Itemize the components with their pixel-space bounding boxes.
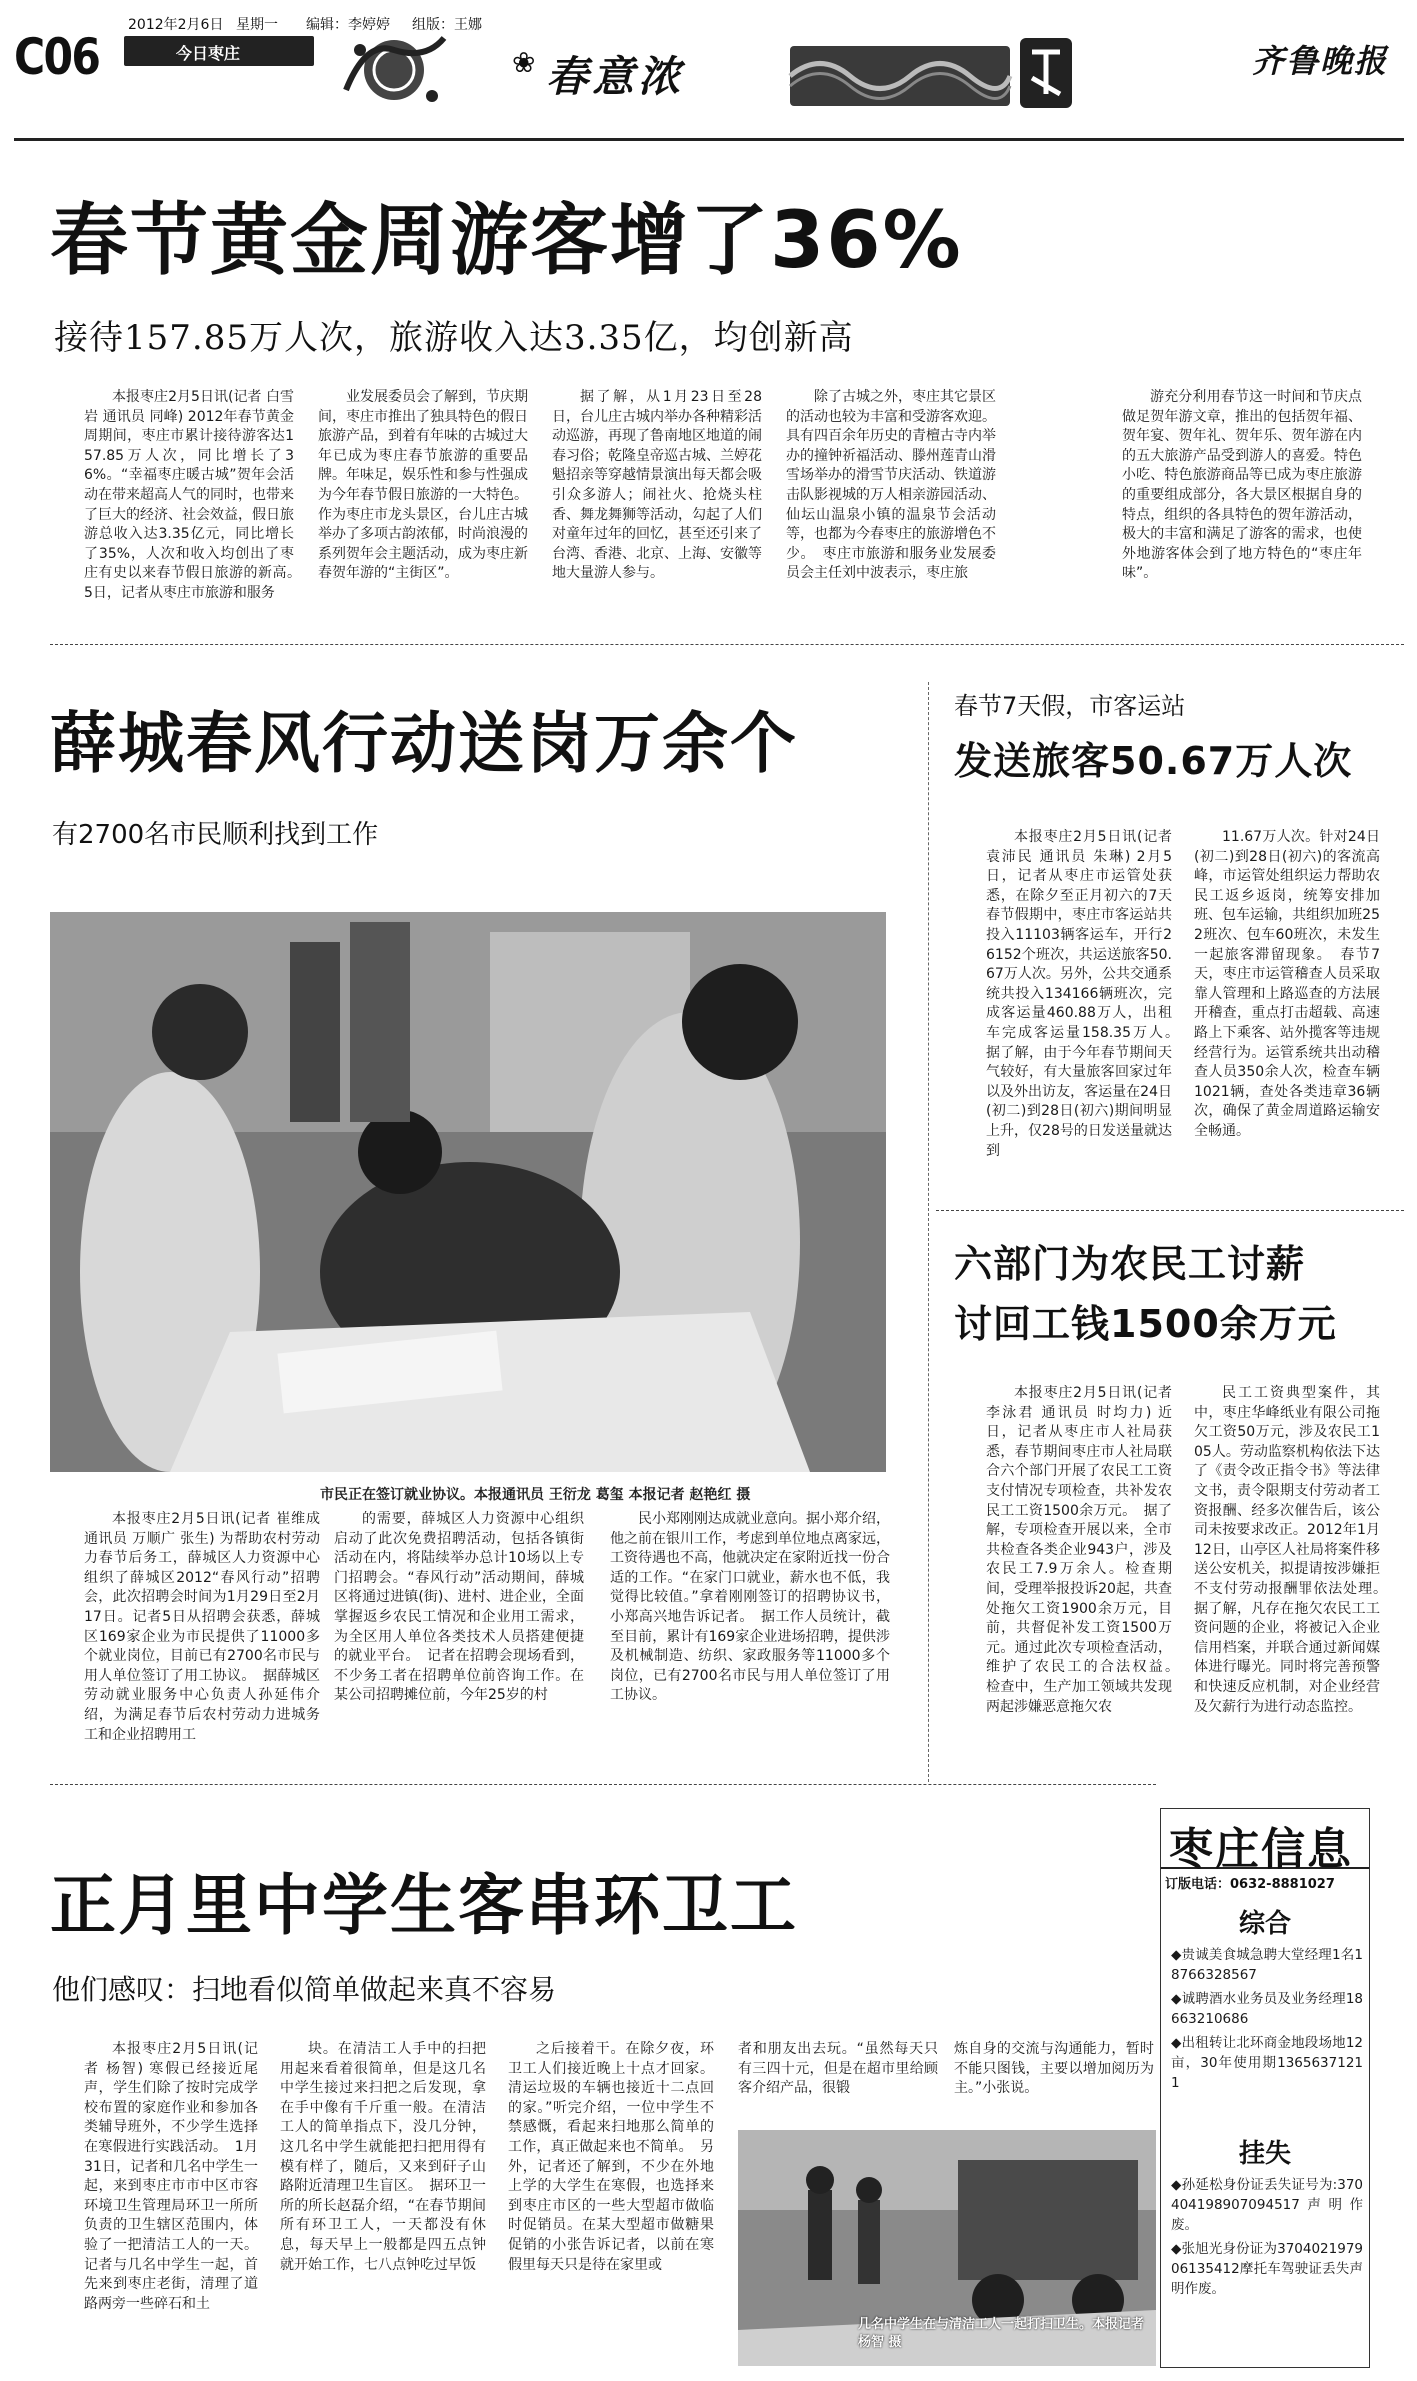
theme-title	[512, 40, 762, 100]
masthead	[0, 0, 1417, 138]
story4-headline-line1: 六部门为农民工讨薪	[954, 1242, 1306, 1286]
story2-subhead: 有2700名市民顺利找到工作	[52, 820, 379, 850]
story5-subhead: 他们感叹：扫地看似简单做起来真不容易	[52, 1973, 557, 2006]
story4-column-2: 民工工资典型案件，其中，枣庄华峰纸业有限公司拖欠工资50万元，涉及农民工105人。劳动监察机构依法下达了《责令改正指令书》等法律文书，责令限期支付劳动者工资报酬、经多次催告后，该公司未按要求改正。2012年1月12日，山亭区人社局将案件移送公安机关，拟提请按涉嫌拒不支付劳动报酬罪依法处理。 据了解，凡存在拖欠农民工工资问题的企业，将被记入企业信用档案，并联合通过新闻媒体进行曝光。同时将完善预警和快速反应机制，对企业经营及欠薪行为进行动态监控。	[1194, 1385, 1394, 1715]
list-item: ◆诚聘酒水业务员及业务经理18663210686	[1171, 1991, 1363, 2027]
story3-column-1: 本报枣庄2月5日讯(记者 袁沛民 通讯员 朱琳) 2月5日，记者从枣庄市运管处获悉，在除夕至正月初六的7天春节假期中，枣庄市客运站共投入11103辆客运车，开行26152个班次，共运送旅客50.67万人次。另外，公共交通系统共投入134166辆班次，完成客运量460.88万人，出租车完成客运量158.35万人。 据了解，由于今年春节期间天气较好，有大量旅客回家过年以及外出访友，客运量在24日(初二)到28日(初六)期间明显上升，仅28号的日发送量就达到	[986, 829, 1186, 1159]
section-tab	[124, 36, 314, 66]
dragon-banner-right-icon	[790, 46, 1010, 106]
story1-column-4: 除了古城之外，枣庄其它景区的活动也较为丰富和受游客欢迎。具有四百余年历史的青檀古寺内举办的撞钟祈福活动、滕州莲青山滑雪场举办的滑雪节庆活动、铁道游击队影视城的万人相亲游园活动、仙坛山温泉小镇的温泉节会活动等，也都为今春枣庄的旅游增色不少。 枣庄市旅游和服务业发展委员会主任刘中波表示，枣庄旅	[786, 389, 996, 582]
story2-headline: 薛城春风行动送岗万余个	[50, 705, 798, 782]
story3-kicker: 春节7天假，市客运站	[954, 692, 1186, 720]
story4-divider	[50, 1784, 1156, 1785]
classified-list-lost	[1171, 2175, 1363, 2299]
plum-blossom-icon: ❀	[512, 46, 536, 79]
story1-divider	[50, 644, 1404, 645]
classified-title-bar	[1161, 1809, 1369, 1875]
layout-credit: 组版：王娜	[412, 17, 482, 33]
list-item: ◆张旭光身份证为370402197906135412摩托车驾驶证丢失声明作废。	[1171, 2241, 1363, 2297]
classified-list-general	[1171, 1945, 1363, 2093]
story2-right-divider	[928, 682, 929, 1782]
story5-column-4: 者和朋友出去玩。“虽然每天只有三四十元，但是在超市里给顾客介绍产品，很锻	[738, 2041, 938, 2097]
issue-date: 2012年2月6日	[128, 17, 224, 33]
story2-photo-caption: 市民正在签订就业协议。本报通讯员 王衍龙 葛玺 本报记者 赵艳红 摄	[320, 1487, 751, 1503]
story1-column-1: 本报枣庄2月5日讯(记者 白雪岩 通讯员 同峰) 2012年春节黄金周期间，枣庄市累计接待游客达157.85万人次，同比增长了36%。“幸福枣庄暖古城”贺年会活动在带来超高人气的同时，也带来了巨大的经济、社会效益，假日旅游总收入达3.35亿元，同比增长了35%，人次和收入均创出了枣庄有史以来春节假日旅游的新高。 5日，记者从枣庄市旅游和服务	[84, 389, 308, 601]
classified-box	[1160, 1808, 1370, 2368]
list-item: ◆出租转让北环商金地段场地12亩，30年使用期13656371211	[1171, 2035, 1363, 2091]
story5-column-5: 炼自身的交流与沟通能力，暂时不能只图钱，主要以增加阅历为主。”小张说。	[954, 2041, 1154, 2097]
theme-text: 春意浓	[546, 52, 685, 101]
issue-weekday: 星期一	[236, 17, 278, 33]
classified-title: 枣庄信息	[1169, 1824, 1353, 1875]
story2-column-2: 的需要，薛城区人力资源中心组织启动了此次免费招聘活动，包括各镇街活动在内，将陆续举办总计10场以上专门招聘会。“春风行动”活动期间，薛城区将通过进镇(街)、进村、进企业，全面掌握返乡农民工情况和企业用工需求，为全区用人单位各类技术人员搭建便捷的就业平台。 记者在招聘会现场看到，不少务工者在招聘单位前咨询工作。在某公司招聘摊位前，今年25岁的村	[334, 1511, 584, 1704]
story5-headline: 正月里中学生客串环卫工	[50, 1867, 798, 1944]
list-item: ◆孙延松身份证丢失证号为:370404198907094517声明作废。	[1171, 2177, 1363, 2233]
masthead-rule	[14, 138, 1404, 141]
classified-heading-general: 综合	[1238, 1909, 1291, 1939]
story2-photo	[50, 912, 886, 1472]
story2-column-3: 民小郑刚刚达成就业意向。据小郑介绍，他之前在银川工作，考虑到单位地点离家远，工资待遇也不高，他就决定在家附近找一份合适的工作。“在家门口就业，薪水也不低，我觉得比较值。”拿着刚刚签订的招聘协议书，小郑高兴地告诉记者。 据工作人员统计，截至目前，累计有169家企业进场招聘，提供涉及机械制造、纺织、家政服务等11000多个岗位，已有2700名市民与用人单位签订了用工协议。	[610, 1511, 890, 1704]
classified-heading-lost: 挂失	[1238, 2139, 1291, 2169]
story5-column-2: 块。在清洁工人手中的扫把用起来看着很简单，但是这几名中学生接过来扫把之后发现，拿在手中像有千斤重一般。在清洁工人的简单指点下，没几分钟，这几名中学生就能把扫把用得有模有样了，随后，又来到矸子山路附近清理卫生盲区。 据环卫一所的所长赵磊介绍，“在春节期间所有环卫工人，一天都没有休息，每天早上一般都是四五点钟就开始工作，七八点钟吃过早饭	[280, 2041, 486, 2273]
story4-headline-line2: 讨回工钱1500余万元	[954, 1302, 1337, 1346]
classified-phone: 订版电话：0632-8881027	[1165, 1877, 1335, 1892]
page-number: C06	[14, 28, 100, 86]
story3-headline: 发送旅客50.67万人次	[954, 739, 1353, 783]
story2-column-1: 本报枣庄2月5日讯(记者 崔维成 通讯员 万顺广 张生) 为帮助农村劳动力春节后务工，薛城区人力资源中心组织了薛城区2012“春风行动”招聘会，此次招聘会时间为1月29日至2月17日。记者5日从招聘会获悉，薛城区169家企业为市民提供了11000多个就业岗位，目前已有2700名市民与用人单位签订了用工协议。 据薛城区劳动就业服务中心负责人孙延伟介绍，为满足春节后农村劳动力进城务工和企业招聘用工	[84, 1511, 320, 1743]
story1-headline: 春节黄金周游客增了36%	[50, 196, 963, 286]
dragon-ornament-left-icon	[336, 30, 454, 108]
section-name: 今日枣庄	[176, 44, 241, 63]
story5-photo	[738, 2130, 1156, 2366]
seal-stamp-icon	[1020, 38, 1072, 108]
story3-divider	[936, 1210, 1404, 1211]
story1-column-2: 业发展委员会了解到，节庆期间，枣庄市推出了独具特色的假日旅游产品，到着有年味的古城过大年已成为枣庄春节旅游的重要品牌。年味足，娱乐性和参与性强成为今年春节假日旅游的一大特色。作为枣庄市龙头景区，台儿庄古城举办了多项古韵浓郁，时尚浪漫的系列贺年会主题活动，成为枣庄新春贺年游的“主街区”。	[318, 389, 528, 582]
editor-credit: 编辑：李婷婷	[306, 17, 390, 33]
list-item: ◆贵诚美食城急聘大堂经理1名18766328567	[1171, 1947, 1363, 1983]
story4-column-1: 本报枣庄2月5日讯(记者 李泳君 通讯员 时均力) 近日，记者从枣庄市人社局获悉，春节期间枣庄市人社局联合六个部门开展了农民工工资支付情况专项检查，共补发农民工工资1500余万元。 据了解，专项检查开展以来，全市共检查各类企业943户，涉及农民工7.9万余人。检查期间，受理举报投诉20起，共查处拖欠工资1900余万元，目前，共督促补发工资1500万元。通过此次专项检查活动，维护了农民工的合法权益。 检查中，生产加工领域共发现两起涉嫌恶意拖欠农	[986, 1385, 1186, 1715]
story3-column-2: 11.67万人次。针对24日(初二)到28日(初六)的客流高峰，市运管处组织运力帮助农民工返乡返岗，统筹安排加班、包车运输，共组织加班252班次、包车60班次，未发生一起旅客滞留现象。 春节7天，枣庄市运管稽查人员采取靠人管理和上路巡查的方法展开稽查，重点打击超载、高速路上下乘客、站外揽客等违规经营行为。运管系统共出动稽查人员350余人次，检查车辆1021辆，查处各类违章36辆次，确保了黄金周道路运输安全畅通。	[1194, 829, 1380, 1139]
story1-column-5: 游充分利用春节这一时间和节庆点做足贺年游文章，推出的包括贺年福、贺年宴、贺年礼、贺年乐、贺年游在内的五大旅游产品受到游人的喜爱。特色小吃、特色旅游商品等已成为枣庄旅游的重要组成部分，各大景区根据自身的特点，组织的各具特色的贺年游活动，极大的丰富和满足了游客的需求，也使外地游客体会到了地方特色的“枣庄年味”。	[1122, 389, 1362, 582]
story1-subhead: 接待157.85万人次，旅游收入达3.35亿，均创新高	[54, 318, 854, 358]
story5-photo-caption: 几名中学生在与清洁工人一起打扫卫生。本报记者 杨智 摄	[858, 2317, 1145, 2350]
paper-name-logo: 齐鲁晚报	[1252, 42, 1389, 80]
story1-column-3: 据了解，从1月23日至28日，台儿庄古城内举办各种精彩活动巡游，再现了鲁南地区地道的闹春习俗；乾隆皇帝巡古城、兰婷花魁招亲等穿越情景演出每天都会吸引众多游人；闹社火、抢烧头柱香、舞龙舞狮等活动，勾起了人们对童年过年的回忆，甚至还引来了台湾、香港、北京、上海、安徽等地大量游人参与。	[552, 389, 762, 582]
story5-column-3: 之后接着干。在除夕夜，环卫工人们接近晚上十点才回家。清运垃圾的车辆也接近十二点回的家。”听完介绍，一位中学生不禁感慨，看起来扫地那么简单的工作，真正做起来也不简单。 另外，记者还了解到，不少在外地上学的大学生在寒假，也选择来到枣庄市区的一些大型超市做临时促销员。在某大型超市做糖果促销的小张告诉记者，以前在寒假里每天只是待在家里或	[508, 2041, 714, 2273]
story5-column-1: 本报枣庄2月5日讯(记者 杨智) 寒假已经接近尾声，学生们除了按时完成学校布置的家庭作业和参加各类辅导班外，不少学生选择在寒假进行实践活动。 1月31日，记者和几名中学生一起，来到枣庄市市中区市容环境卫生管理局环卫一所所负责的卫生辖区范围内，体验了一把清洁工人的一天。记者与几名中学生一起，首先来到枣庄老街，清理了道路两旁一些碎石和土	[84, 2041, 258, 2312]
